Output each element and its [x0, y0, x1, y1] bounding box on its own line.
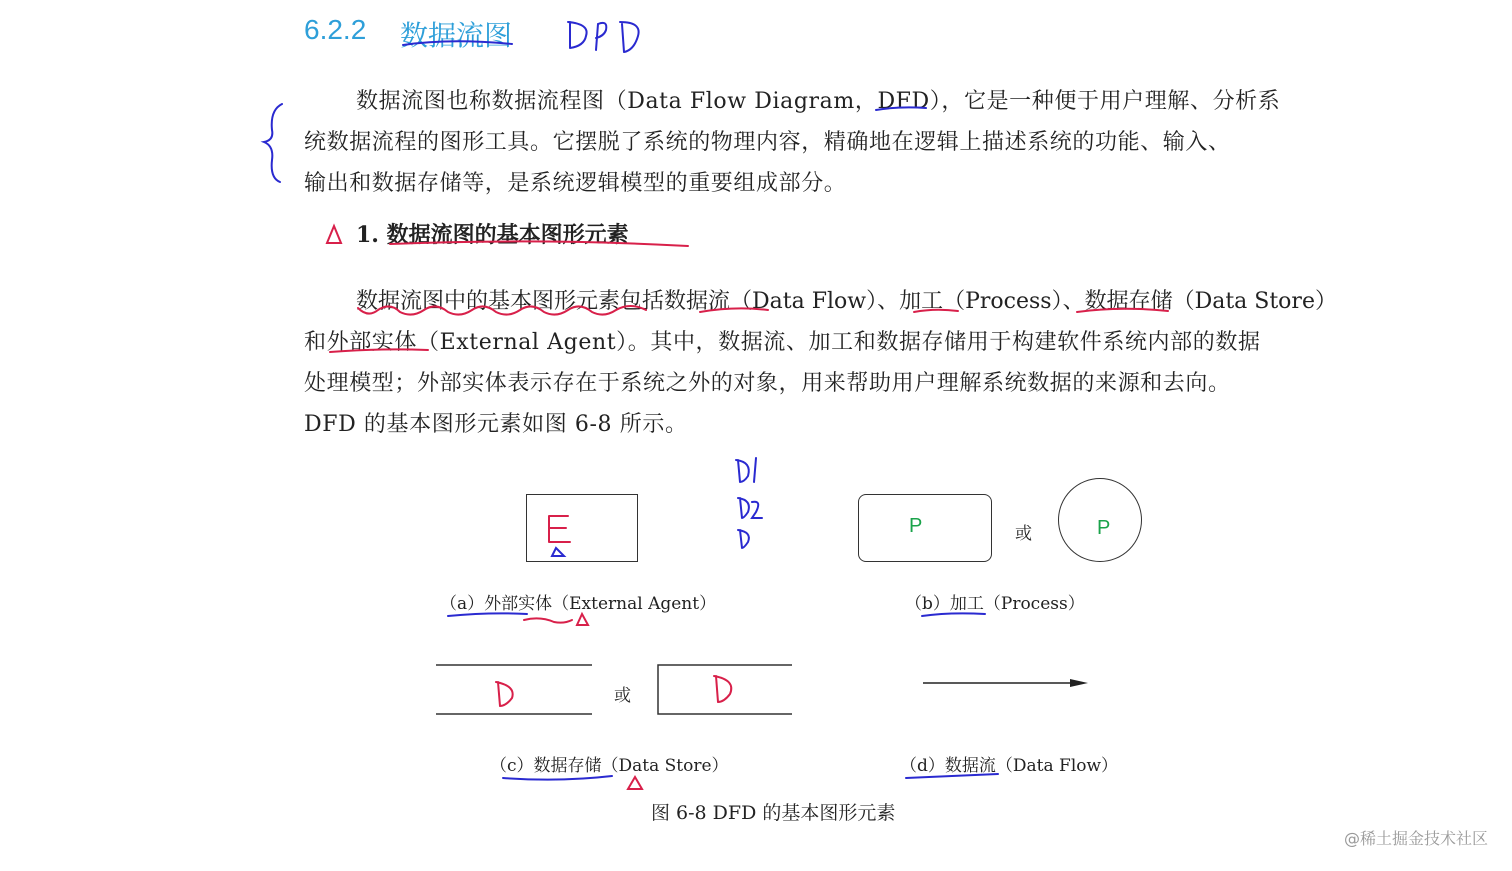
paragraph2-line: 和外部实体（External Agent）。其中，数据流、加工和数据存储用于构建软件系统内部的数据	[304, 330, 1261, 355]
or-label: 或	[1015, 524, 1032, 544]
section-title: 数据流图	[400, 19, 513, 52]
paragraph2-line: 处理模型；外部实体表示存在于系统之外的对象，用来帮助用户理解系统数据的来源和去向。	[304, 371, 1231, 396]
paragraph1-line: 输出和数据存储等，是系统逻辑模型的重要组成部分。	[304, 171, 847, 196]
caption-d: （d）数据流（Data Flow）	[900, 756, 1119, 776]
heading-basic-elements: 1. 数据流图的基本图形元素	[356, 222, 629, 248]
paragraph2-line: 数据流图中的基本图形元素包括数据流（Data Flow）、加工（Process）、数据存储（Data Store）	[356, 289, 1337, 314]
process-label: P	[1097, 517, 1111, 539]
or-label: 或	[614, 686, 631, 706]
paragraph1-line: 数据流图也称数据流程图（Data Flow Diagram，DFD），它是一种便于用户理解、分析系	[356, 89, 1281, 114]
process-rect-shape	[858, 494, 992, 562]
caption-c: （c）数据存储（Data Store）	[490, 756, 729, 776]
data-flow-arrow	[923, 679, 1088, 687]
section-number: 6.2.2	[304, 14, 367, 45]
caption-b: （b）加工（Process）	[905, 594, 1085, 614]
figure-caption: 图 6-8 DFD 的基本图形元素	[651, 802, 896, 824]
paragraph1-line: 统数据流程的图形工具。它摆脱了系统的物理内容，精确地在逻辑上描述系统的功能、输入、	[304, 130, 1231, 155]
external-agent-shape	[526, 494, 638, 562]
watermark: @稀土掘金技术社区	[1343, 829, 1488, 848]
caption-a: （a）外部实体（External Agent）	[440, 594, 717, 614]
process-label: P	[909, 515, 923, 537]
paragraph2-line: DFD 的基本图形元素如图 6-8 所示。	[304, 412, 688, 437]
